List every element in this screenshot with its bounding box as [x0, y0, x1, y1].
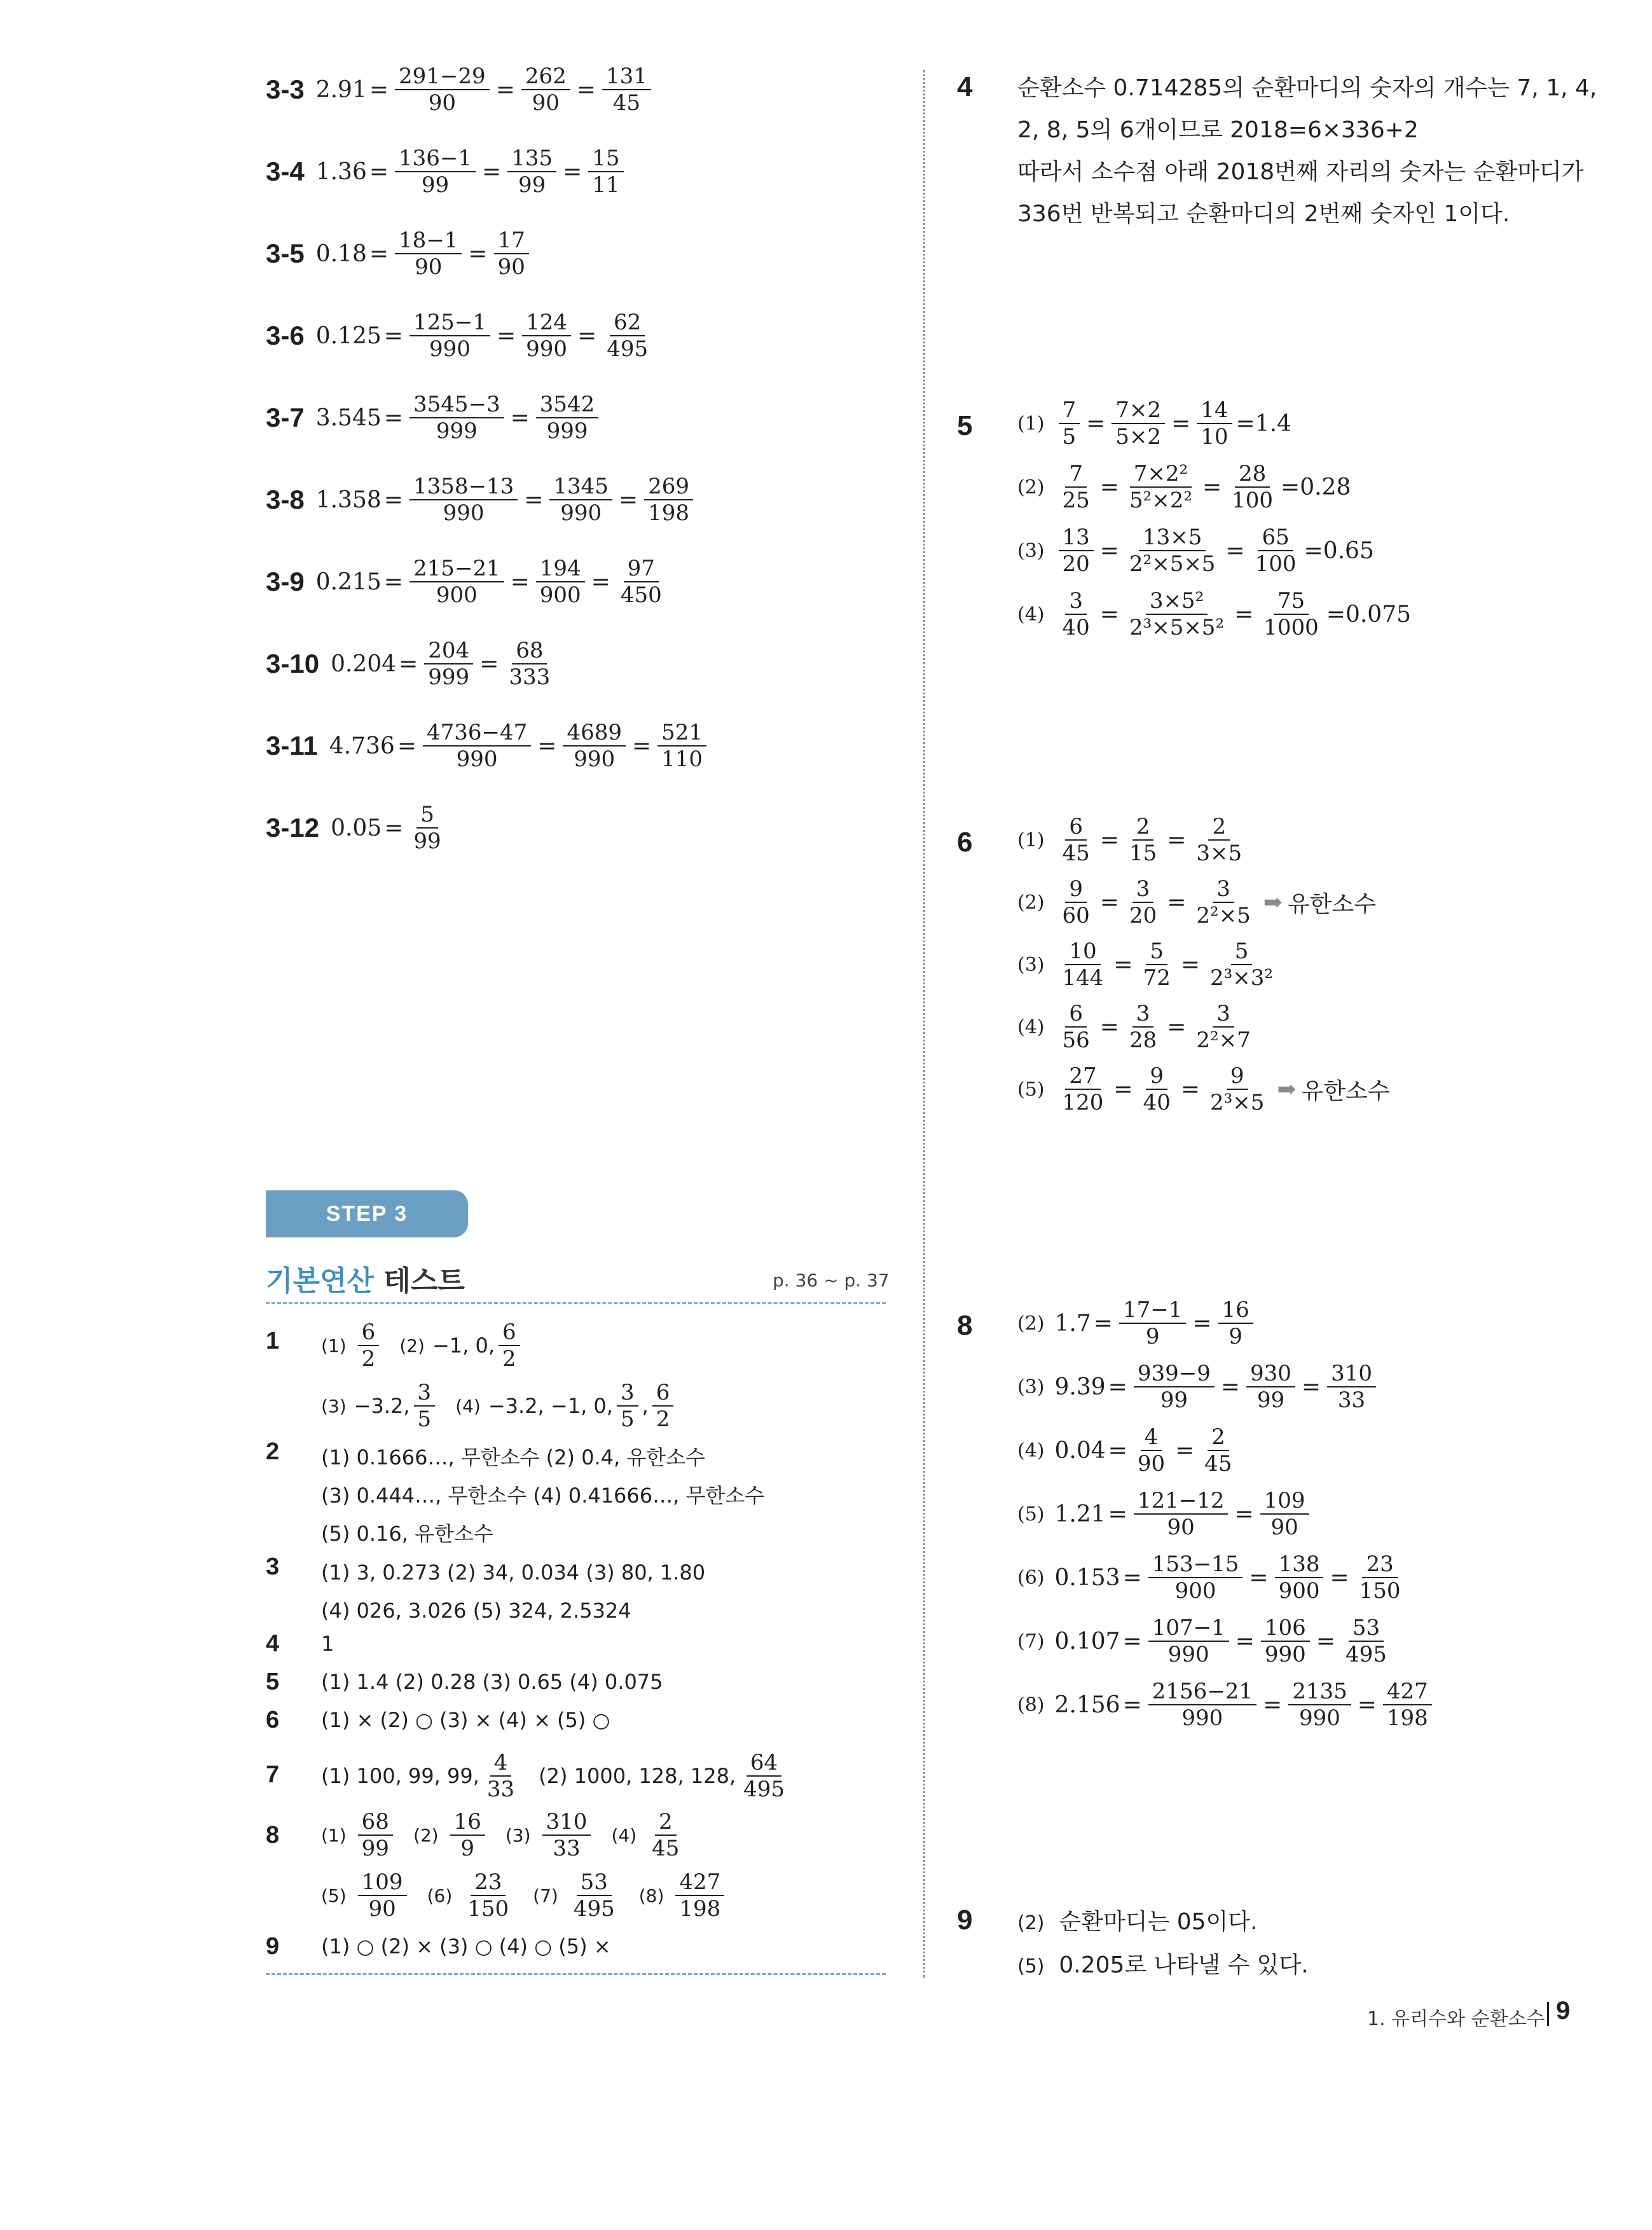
q8-number: 8 [957, 1310, 973, 1341]
fraction: $\frac{521}{110}$ [657, 720, 706, 772]
answer-label: 3-4 [266, 156, 305, 186]
answer-row: 3-7 3.545 = $\frac{3545-3}{999}$ = $\frac{3542}{999}$ [266, 392, 602, 444]
fraction: $\frac{194}{900}$ [536, 556, 585, 608]
fraction: $\frac{17}{90}$ [494, 228, 529, 280]
step3-badge: STEP 3 [266, 1190, 468, 1237]
q5-number: 5 [957, 410, 973, 441]
test-q2-number: 2 [266, 1438, 280, 1465]
answer-label: 3-10 [266, 649, 320, 678]
fraction: 16 9 [450, 1809, 485, 1861]
test-q1-number: 1 [266, 1328, 280, 1354]
answer-row: (1) $\frac{7}{5}$ = $\frac{7\times 2}{5\times 2}$ = $\frac{14}{10}$ =1.4 [1017, 397, 1291, 450]
fraction: $\frac{136-1}{99}$ [395, 146, 476, 198]
step3-top-rule [266, 1302, 886, 1304]
fraction: $\frac{106}{990}$ [1261, 1615, 1310, 1667]
test-q1-line2: (3) −3.2, 3 5 (4) −3.2, −1, 0, 3 5 , 6 2 [321, 1380, 677, 1432]
answer-row: 3-3 2.91 = $\frac{291-29}{90}$ = $\frac{262}{90}$ = $\frac{131}{45}$ [266, 64, 655, 116]
answer-row: 3-10 0.204 = $\frac{204}{999}$ = $\frac{68}{333}$ [266, 638, 558, 690]
q9-number: 9 [957, 1904, 973, 1936]
test-q7-answer: (1) 100, 99, 99, 4 33 (2) 1000, 128, 128, 64 495 [321, 1750, 792, 1802]
fraction: $\frac{310}{33}$ [1327, 1361, 1376, 1413]
fraction: 310 33 [542, 1809, 591, 1861]
test-q4-answer: 1 [321, 1632, 334, 1656]
answer-label: 3-12 [266, 813, 320, 843]
answer-label: 3-11 [266, 731, 318, 761]
fraction: $\frac{9}{40}$ [1143, 1063, 1171, 1115]
answer-label: 3-6 [266, 320, 305, 350]
fraction: $\frac{5}{\text{2³×3²}}$ [1210, 939, 1274, 991]
test-q8-number: 8 [266, 1822, 280, 1848]
fraction: $\frac{153-15}{900}$ [1148, 1552, 1243, 1604]
fraction: 23 150 [467, 1869, 509, 1922]
q4-line: 336번 반복되고 순환마디의 2번째 숫자인 1이다. [1017, 201, 1510, 227]
fraction: $\frac{75}{1000}$ [1263, 588, 1319, 640]
arrow-right-icon: ➡ [1263, 889, 1283, 916]
fraction: $\frac{204}{999}$ [424, 638, 473, 690]
fraction: $\frac{3545-3}{999}$ [410, 392, 504, 444]
fraction: $\frac{18-1}{90}$ [395, 228, 462, 280]
answer-row: (3) 9.39 = $\frac{939-9}{99}$ = $\frac{930}{99}$ = $\frac{310}{33}$ [1017, 1361, 1380, 1413]
fraction: $\frac{7}{25}$ [1062, 461, 1090, 513]
fraction: $\frac{9}{60}$ [1062, 876, 1090, 928]
fraction: $\frac{28}{100}$ [1232, 461, 1274, 513]
fraction: $\frac{125-1}{990}$ [410, 310, 490, 362]
fraction: $\frac{2135}{990}$ [1288, 1679, 1351, 1731]
fraction: 68 99 [358, 1809, 393, 1861]
q9-line: (5) 0.205로 나타낼 수 있다. [1017, 1952, 1309, 1978]
fraction: 427 198 [675, 1869, 724, 1922]
fraction: 6 2 [358, 1319, 380, 1372]
fraction: $\frac{107-1}{990}$ [1148, 1615, 1229, 1667]
answer-row: (6) 0.153 = $\frac{153-15}{900}$ = $\frac{138}{900}$ = $\frac{23}{150}$ [1017, 1552, 1408, 1604]
fraction: $\frac{2}{45}$ [1204, 1424, 1232, 1476]
fraction: $\frac{2}{15}$ [1129, 814, 1157, 866]
answer-row: (2) $\frac{9}{60}$ = $\frac{3}{20}$ = $\frac{3}{\text{2²×5}}$ ➡ 유한소수 [1017, 876, 1377, 928]
fraction: $\frac{68}{333}$ [509, 638, 551, 690]
fraction: $\frac{7}{5}$ [1059, 397, 1080, 450]
fraction: $\frac{7\times 2}{5\times 2}$ [1112, 397, 1165, 450]
footer-separator [1547, 2002, 1549, 2026]
fraction: $\frac{5}{72}$ [1143, 939, 1171, 991]
fraction: $\frac{427}{198}$ [1383, 1679, 1432, 1731]
fraction: 64 495 [743, 1750, 785, 1802]
fraction: $\frac{3}{\text{2²×5}}$ [1196, 876, 1251, 928]
answer-label: 3-5 [266, 238, 305, 268]
q9-line: (2) 순환마디는 05이다. [1017, 1909, 1258, 1935]
fraction: $\frac{5}{99}$ [413, 802, 441, 854]
fraction: $\frac{3}{28}$ [1129, 1001, 1157, 1053]
fraction: $\frac{\text{3×5²}}{\text{2³×5×5²}}$ [1129, 588, 1225, 640]
answer-row: 3-12 0.05 = $\frac{5}{99}$ [266, 802, 449, 854]
fraction: $\frac{15}{11}$ [588, 146, 623, 198]
fraction: $\frac{138}{900}$ [1275, 1552, 1324, 1604]
answer-row: (4) $\frac{6}{56}$ = $\frac{3}{28}$ = $\frac{3}{\text{2²×7}}$ [1017, 1001, 1258, 1053]
fraction: $\frac{23}{150}$ [1359, 1552, 1401, 1604]
q6-number: 6 [957, 827, 973, 858]
fraction: $\frac{2}{3\times 5}$ [1196, 814, 1242, 866]
fraction: $\frac{109}{90}$ [1260, 1488, 1309, 1540]
step3-title-accent: 기본연산 [266, 1265, 375, 1297]
fraction: $\frac{124}{990}$ [522, 310, 571, 362]
q9-text [1017, 1901, 1309, 1988]
answer-row: (5) 1.21 = $\frac{121-12}{90}$ = $\frac{109}{90}$ [1017, 1488, 1313, 1540]
test-q8-answer-line1: (1) 68 99 (2) 16 9 (3) 310 33 (4) 2 45 [321, 1809, 687, 1861]
test-q6-number: 6 [266, 1707, 280, 1733]
fraction: $\frac{121-12}{90}$ [1134, 1488, 1229, 1540]
fraction: $\frac{1358-13}{990}$ [410, 474, 518, 526]
answer-row: (5) $\frac{27}{120}$ = $\frac{9}{40}$ = $\frac{9}{\text{2³×5}}$ ➡ 유한소수 [1017, 1063, 1390, 1115]
fraction: $\frac{939-9}{99}$ [1134, 1361, 1215, 1413]
fraction: 2 45 [652, 1809, 680, 1861]
footer-chapter: 1. 유리수와 순환소수 [1367, 2008, 1545, 2030]
fraction: 3 5 [414, 1380, 436, 1432]
fraction: $\frac{2156-21}{990}$ [1148, 1679, 1256, 1731]
fraction: 6 2 [652, 1380, 674, 1432]
fraction: $\frac{13\times 5}{\text{2²×5×5}}$ [1129, 525, 1216, 577]
test-q6-answer: (1) × (2) ○ (3) × (4) × (5) ○ [321, 1708, 610, 1732]
fraction: $\frac{291-29}{90}$ [395, 64, 490, 116]
test-q3-lines: (1) 3, 0.273 (2) 34, 0.034 (3) 80, 1.80 (4) 026, 3.026 (5) 324, 2.5324 [321, 1560, 706, 1623]
answer-row: (3) $\frac{10}{144}$ = $\frac{5}{72}$ = $\frac{5}{\text{2³×3²}}$ [1017, 939, 1281, 991]
q4-text [1017, 67, 1597, 235]
q4-number: 4 [957, 71, 973, 102]
test-q8-answer-line2: (5) 109 90 (6) 23 150 (7) 53 495 (8) 427 198 [321, 1869, 728, 1922]
arrow-right-icon: ➡ [1277, 1076, 1297, 1103]
fraction: $\frac{9}{\text{2³×5}}$ [1210, 1063, 1265, 1115]
answer-label: 3-7 [266, 403, 305, 432]
fraction: $\frac{62}{495}$ [607, 310, 649, 362]
fraction: $\frac{\text{7×2²}}{\text{5²×2²}}$ [1129, 461, 1192, 513]
test-q1-line1: (1) 6 2 (2) −1, 0, 6 2 [321, 1319, 524, 1372]
test-q9-number: 9 [266, 1933, 280, 1960]
fraction: $\frac{215-21}{900}$ [410, 556, 504, 608]
fraction: $\frac{65}{100}$ [1255, 525, 1297, 577]
test-q5-answer: (1) 1.4 (2) 0.28 (3) 0.65 (4) 0.075 [321, 1670, 663, 1694]
fraction: 109 90 [358, 1869, 407, 1922]
fraction: $\frac{13}{20}$ [1059, 525, 1094, 577]
fraction: $\frac{14}{10}$ [1197, 397, 1232, 450]
test-q2-lines: (1) 0.1666…, 무한소수 (2) 0.4, 유한소수 (3) 0.444…, 무한소수 (4) 0.41666…, 무한소수 (5) 0.16, 유한소수 [321, 1445, 765, 1546]
fraction: 6 2 [499, 1319, 520, 1372]
footer-page-number: 9 [1556, 1997, 1571, 2025]
answer-row: 3-4 1.36 = $\frac{136-1}{99}$ = $\frac{135}{99}$ = $\frac{15}{11}$ [266, 146, 628, 198]
step3-title [266, 1258, 465, 1298]
fraction: $\frac{4736-47}{990}$ [423, 720, 531, 772]
fraction: 4 33 [486, 1750, 515, 1802]
fraction: $\frac{262}{90}$ [521, 64, 570, 116]
test-q4-number: 4 [266, 1630, 280, 1657]
fraction: 53 495 [573, 1869, 615, 1922]
step3-pages: p. 36 ~ p. 37 [773, 1270, 890, 1291]
answer-row: (8) 2.156 = $\frac{2156-21}{990}$ = $\frac{2135}{990}$ = $\frac{427}{198}$ [1017, 1679, 1436, 1731]
fraction: $\frac{930}{99}$ [1246, 1361, 1295, 1413]
fraction: $\frac{6}{45}$ [1062, 814, 1090, 866]
fraction: $\frac{97}{450}$ [620, 556, 662, 608]
fraction: $\frac{135}{99}$ [507, 146, 556, 198]
answer-label: 3-9 [266, 567, 305, 596]
fraction: $\frac{3}{20}$ [1129, 876, 1157, 928]
column-divider [923, 70, 925, 1978]
step3-title-rest: 테스트 [383, 1265, 465, 1297]
answer-label: 3-3 [266, 74, 305, 104]
fraction: $\frac{53}{495}$ [1346, 1615, 1387, 1667]
answer-row: (4) $\frac{3}{40}$ = $\frac{\text{3×5²}}{\text{2³×5×5²}}$ = $\frac{75}{1000}$ =0.075 [1017, 588, 1412, 640]
fraction: $\frac{6}{56}$ [1062, 1001, 1090, 1053]
answer-row: (2) 1.7 = $\frac{17-1}{9}$ = $\frac{16}{9}$ [1017, 1297, 1257, 1349]
answer-row: (1) $\frac{6}{45}$ = $\frac{2}{15}$ = $\frac{2}{3\times 5}$ [1017, 814, 1249, 866]
answer-row: (2) $\frac{7}{25}$ = $\frac{\text{7×2²}}{\text{5²×2²}}$ = $\frac{28}{100}$ =0.28 [1017, 461, 1351, 513]
fraction: $\frac{16}{9}$ [1218, 1297, 1253, 1349]
answer-row: (7) 0.107 = $\frac{107-1}{990}$ = $\frac{106}{990}$ = $\frac{53}{495}$ [1017, 1615, 1394, 1667]
answer-row: 3-9 0.215 = $\frac{215-21}{900}$ = $\frac{194}{900}$ = $\frac{97}{450}$ [266, 556, 670, 608]
q4-line: 따라서 소수점 아래 2018번째 자리의 숫자는 순환마디가 [1017, 159, 1584, 185]
q4-line: 2, 8, 5의 6개이므로 2018=6×336+2 [1017, 117, 1419, 143]
answer-label: 3-8 [266, 485, 305, 514]
fraction: $\frac{3}{\text{2²×7}}$ [1196, 1001, 1251, 1053]
fraction: $\frac{3}{40}$ [1062, 588, 1090, 640]
fraction: $\frac{27}{120}$ [1062, 1063, 1104, 1115]
test-q7-number: 7 [266, 1761, 280, 1788]
answer-row: (3) $\frac{13}{20}$ = $\frac{13\times 5}{\text{2²×5×5}}$ = $\frac{65}{100}$ =0.65 [1017, 525, 1374, 577]
answer-row: 3-11 4.736 = $\frac{4736-47}{990}$ = $\frac{4689}{990}$ = $\frac{521}{110}$ [266, 720, 710, 772]
fraction: $\frac{4689}{990}$ [563, 720, 626, 772]
fraction: $\frac{131}{45}$ [602, 64, 651, 116]
answer-row: 3-8 1.358 = $\frac{1358-13}{990}$ = $\frac{1345}{990}$ = $\frac{269}{198}$ [266, 474, 697, 526]
fraction: $\frac{1345}{990}$ [549, 474, 612, 526]
answer-row: 3-5 0.18 = $\frac{18-1}{90}$ = $\frac{17}{90}$ [266, 228, 533, 280]
fraction: $\frac{10}{144}$ [1062, 939, 1104, 991]
test-q3-number: 3 [266, 1553, 280, 1580]
fraction: 3 5 [617, 1380, 638, 1432]
q4-line: 순환소수 0.714285의 순환마디의 숫자의 개수는 7, 1, 4, [1017, 75, 1597, 101]
fraction: $\frac{269}{198}$ [644, 474, 693, 526]
fraction: $\frac{3542}{999}$ [536, 392, 599, 444]
answer-row: (4) 0.04 = $\frac{4}{90}$ = $\frac{2}{45}$ [1017, 1424, 1240, 1476]
test-q5-number: 5 [266, 1669, 280, 1695]
answer-row: 3-6 0.125 = $\frac{125-1}{990}$ = $\frac{124}{990}$ = $\frac{62}{495}$ [266, 310, 656, 362]
test-q9-answer: (1) ○ (2) × (3) ○ (4) ○ (5) × [321, 1934, 611, 1958]
step3-bottom-rule [266, 1973, 886, 1975]
fraction: $\frac{4}{90}$ [1137, 1424, 1166, 1476]
fraction: $\frac{17-1}{9}$ [1119, 1297, 1186, 1349]
